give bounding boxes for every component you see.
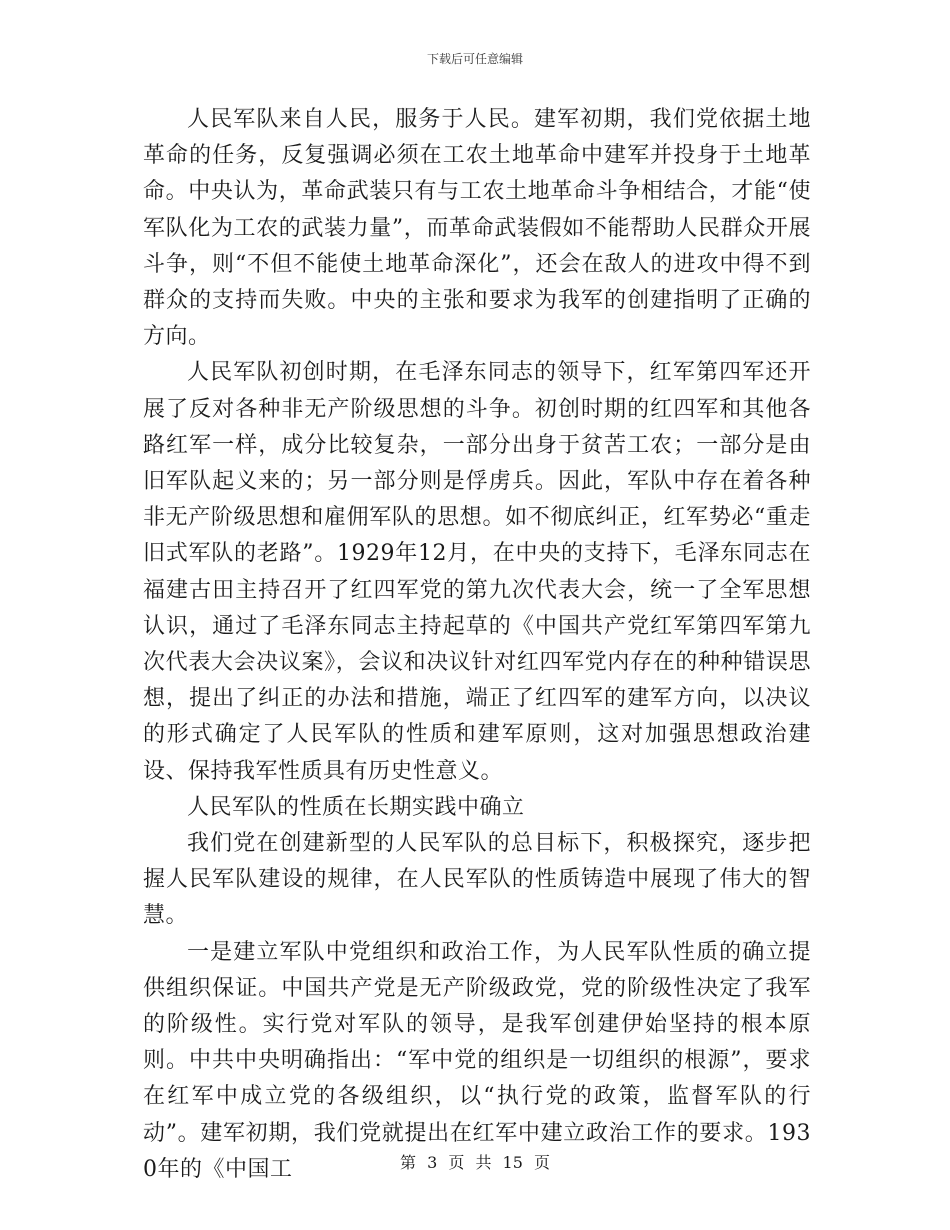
page-header: 下载后可任意编辑 (426, 52, 523, 66)
paragraph-1: 人民军队来自人民，服务于人民。建军初期，我们党依据土地革命的任务，反复强调必须在工农土地革命中建军并投身于土地革命。中央认为，革命武装只有与工农土地革命斗争相结合，才能“使军队化为工农的武装力量”，而革命武装假如不能帮助人民群众开展斗争，则“不但不能使土地革命深化”，还会在敌人的进攻中得不到群众的支持而失败。中央的主张和要求为我军的创建指明了正确的方向。 (143, 107, 811, 350)
paragraph-3: 我们党在创建新型的人民军队的总目标下，积极探究，逐步把握人民军队建设的规律，在人民军队的性质铸造中展现了伟大的智慧。 (143, 831, 811, 929)
section-heading: 人民军队的性质在长期实践中确立 (187, 794, 525, 820)
document-body (143, 102, 811, 1188)
page-footer: 第 3 页 共 15 页 (400, 1153, 550, 1172)
paragraph-4: 一是建立军队中党组织和政治工作，为人民军队性质的确立提供组织保证。中国共产党是无产阶级政党，党的阶级性决定了我军的阶级性。实行党对军队的领导，是我军创建伊始坚持的根本原则。中共中央明确指出：“军中党的组织是一切组织的根源”，要求在红军中成立党的各级组织，以“执行党的政策，监督军队的行动”。建军初期，我们党就提出在红军中建立政治工作的要求。1930年的《中国工 (143, 939, 811, 1182)
paragraph-2: 人民军队初创时期，在毛泽东同志的领导下，红军第四军还开展了反对各种非无产阶级思想的斗争。初创时期的红四军和其他各路红军一样，成分比较复杂，一部分出身于贫苦工农；一部分是由旧军队起义来的；另一部分则是俘虏兵。因此，军队中存在着各种非无产阶级思想和雇佣军队的思想。如不彻底纠正，红军势必“重走旧式军队的老路”。1929年12月，在中央的支持下，毛泽东同志在福建古田主持召开了红四军党的第九次代表大会，统一了全军思想认识，通过了毛泽东同志主持起草的《中国共产党红军第四军第九次代表大会决议案》，会议和决议针对红四军党内存在的种种错误思想，提出了纠正的办法和措施，端正了红四军的建军方向，以决议的形式确定了人民军队的性质和建军原则，这对加强思想政治建设、保持我军性质具有历史性意义。 (143, 360, 811, 784)
